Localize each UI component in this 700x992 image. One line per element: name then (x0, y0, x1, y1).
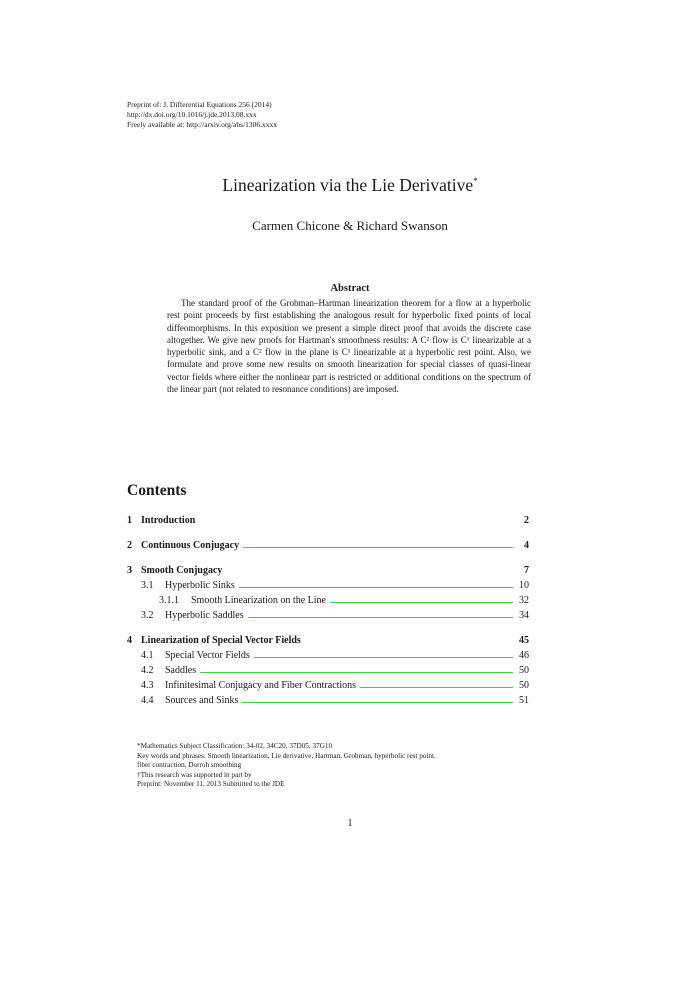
toc-page: 34 (519, 610, 529, 621)
toc-number: 3.1 (141, 580, 154, 591)
toc-title: Sources and Sinks (165, 695, 239, 706)
toc-number: 2 (127, 540, 132, 551)
abstract-body: The standard proof of the Grobman–Hartman linearization theorem for a flow at a hyperbolic rest point proceeds by first establishing the analogous result for hyperbolic fixed points of local diffeomorphisms. In this exposition we present a simple direct proof that avoids the discrete case altogether. We give new proofs for Hartman's smoothness results: A C² flow is C¹ linearizable at a hyperbolic sink, and a C² flow in the plane is C¹ linearizable at a hyperbolic rest point. Also, we formulate and prove some new results on smooth linearization for special classes of quasi-linear vector fields where either the nonlinear part is restricted or additional conditions on the spectrum of the linear part (not related to resonance conditions) are imposed. (167, 298, 531, 395)
table-of-contents (127, 511, 529, 706)
toc-number: 4.2 (141, 665, 154, 676)
contents-heading: Contents (127, 482, 187, 499)
toc-entry[interactable] (127, 591, 529, 606)
toc-title: Smooth Conjugacy (141, 565, 223, 576)
preprint-header (127, 100, 427, 130)
toc-page: 45 (519, 635, 529, 646)
footnote-line: *Mathematics Subject Classification: 34-02, 34C20, 37D05, 37G10 (137, 742, 333, 750)
toc-page: 50 (519, 665, 529, 676)
toc-page: 4 (524, 540, 529, 551)
toc-title: Special Vector Fields (165, 650, 250, 661)
toc-leader (243, 547, 513, 548)
toc-leader (254, 657, 513, 658)
toc-title: Introduction (141, 515, 196, 526)
toc-number: 4.3 (141, 680, 154, 691)
toc-leader (242, 702, 513, 703)
toc-entry[interactable] (127, 606, 529, 621)
footnote-line: †This research was supported in part by (137, 770, 252, 779)
toc-title: Saddles (165, 665, 197, 676)
toc-leader (360, 687, 513, 688)
toc-title: Hyperbolic Saddles (165, 610, 244, 621)
toc-number: 4.4 (141, 695, 154, 706)
toc-entry[interactable] (127, 631, 529, 646)
authors: Carmen Chicone & Richard Swanson (252, 218, 448, 233)
toc-entry[interactable] (127, 676, 529, 691)
toc-title: Hyperbolic Sinks (165, 580, 235, 591)
toc-entry[interactable] (127, 661, 529, 676)
toc-leader (330, 602, 513, 603)
toc-title: Continuous Conjugacy (141, 540, 240, 551)
toc-title: Infinitesimal Conjugacy and Fiber Contractions (165, 680, 357, 691)
toc-page: 46 (519, 650, 529, 661)
toc-page: 32 (519, 595, 529, 606)
toc-page: 51 (519, 695, 529, 706)
toc-entry[interactable] (127, 691, 529, 706)
toc-number: 3.1.1 (159, 595, 179, 606)
toc-page: 2 (524, 515, 529, 526)
page-number: 1 (347, 818, 353, 829)
header-line: Preprint of: J. Differential Equations 256 (2014) (127, 100, 272, 109)
toc-number: 4 (127, 635, 132, 646)
toc-title: Smooth Linearization on the Line (191, 595, 326, 606)
toc-title: Linearization of Special Vector Fields (141, 635, 301, 646)
toc-entry[interactable] (127, 536, 529, 551)
toc-number: 3.2 (141, 610, 154, 621)
toc-leader (200, 672, 513, 673)
toc-number: 3 (127, 565, 132, 576)
toc-entry[interactable] (127, 646, 529, 661)
footnote-line: Key words and phrases: Smooth linearization, Lie derivative, Hartman, Grobman, hyperbolic rest point, (137, 751, 436, 760)
toc-leader (248, 617, 513, 618)
header-line[interactable]: http://dx.doi.org/10.1016/j.jde.2013.08.xxx (127, 110, 257, 119)
toc-page: 7 (524, 565, 529, 576)
paper-title (0, 175, 700, 196)
toc-page: 10 (519, 580, 529, 591)
toc-number: 4.1 (141, 650, 154, 661)
toc-leader (239, 587, 513, 588)
footnotes (137, 742, 537, 790)
abstract-heading: Abstract (330, 283, 370, 294)
toc-page: 50 (519, 680, 529, 691)
toc-entry[interactable] (127, 511, 529, 526)
footnote-line: fiber contraction, Dorroh smoothing (137, 761, 242, 770)
header-line[interactable]: Freely available at: http://arxiv.org/abs/1306.xxxx (127, 120, 277, 129)
toc-number: 1 (127, 515, 132, 526)
title-text: Linearization via the Lie Derivative (222, 175, 474, 195)
title-footnote-mark[interactable]: * (473, 176, 478, 187)
footnote-line: Preprint: November 11, 2013 Submitted to the JDE (137, 780, 285, 789)
toc-entry[interactable] (127, 561, 529, 576)
toc-entry[interactable] (127, 576, 529, 591)
